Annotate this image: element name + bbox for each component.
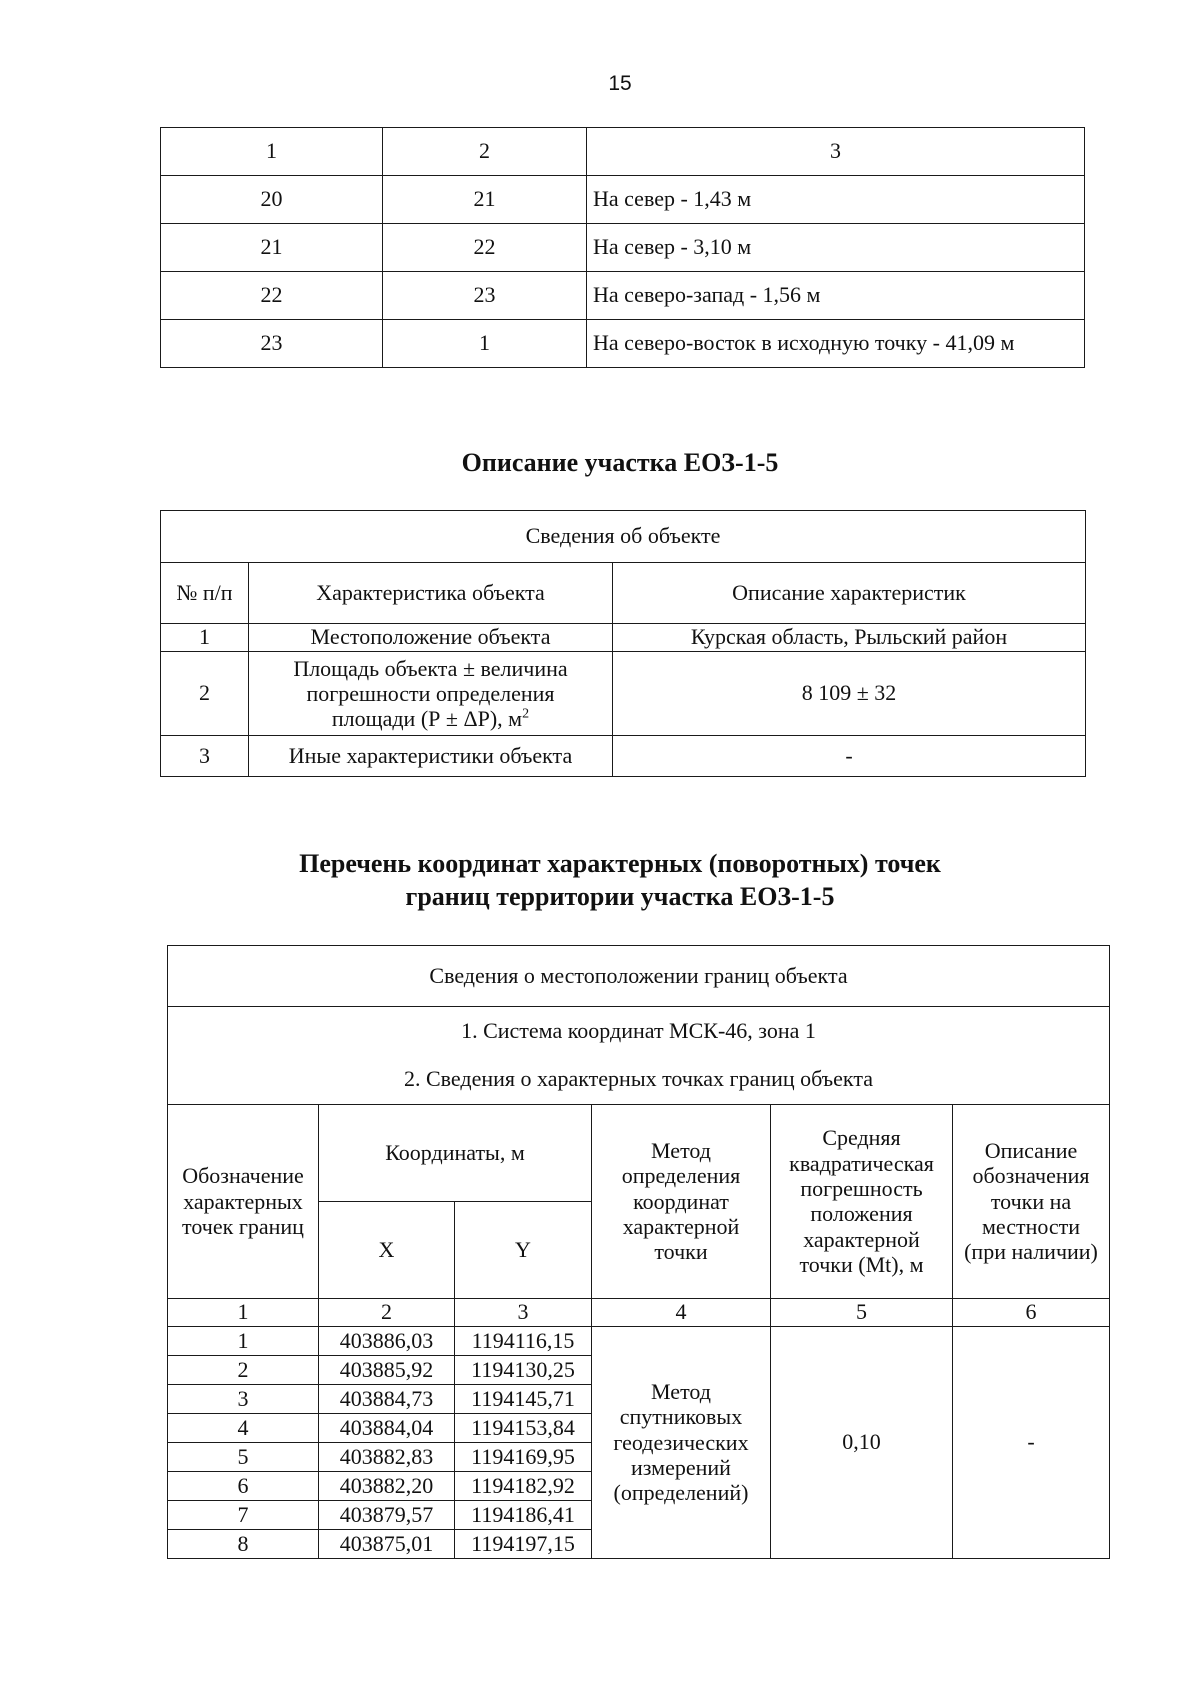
column-header-error [771,1104,953,1298]
description-value: - [953,1326,1110,1558]
directions-table [160,127,1085,368]
characteristic-value: 8 109 ± 32 [613,652,1086,736]
table-row [161,624,1086,652]
point-y: 1194116,15 [455,1326,592,1355]
header-line: Описание [984,1138,1078,1164]
header-line: Средняя [822,1125,901,1151]
table-title-row [168,946,1110,1007]
point-y: 1194186,41 [455,1500,592,1529]
coordinate-system-info [168,1007,1110,1105]
method-value [592,1326,771,1558]
table-header-row [168,1104,1110,1201]
title-line: Перечень координат характерных (поворотных) точек [299,849,941,878]
point-x: 403884,73 [319,1384,455,1413]
direction-description: На север - 1,43 м [587,176,1085,224]
column-header-designation [168,1104,319,1298]
row-number: 2 [161,652,249,736]
superscript: 2 [522,706,530,722]
header-line: точек границ [182,1213,304,1239]
point-x: 403884,04 [319,1413,455,1442]
column-header-method [592,1104,771,1298]
column-number: 4 [592,1298,771,1326]
from-point: 20 [161,176,383,224]
section-title-coordinates [0,848,1200,913]
direction-description: На северо-восток в исходную точку - 41,09 м [587,320,1085,368]
title-line: границ территории участка ЕОЗ-1-5 [405,881,835,911]
method-line: (определений) [613,1480,749,1506]
header-line: местности [981,1213,1081,1239]
point-y: 1194145,71 [455,1384,592,1413]
direction-description: На северо-запад - 1,56 м [587,272,1085,320]
point-x: 403882,20 [319,1471,455,1500]
column-number: 5 [771,1298,953,1326]
point-y: 1194182,92 [455,1471,592,1500]
column-number: 3 [455,1298,592,1326]
name-line [253,706,608,731]
from-point: 21 [161,224,383,272]
system-row [168,1007,1110,1105]
header-line: положения [810,1201,913,1227]
table-title-row [161,511,1086,563]
point-id: 6 [168,1471,319,1500]
section-title-object-description: Описание участка ЕОЗ-1-5 [461,448,779,477]
header-line: квадратическая [789,1150,934,1176]
point-y: 1194153,84 [455,1413,592,1442]
point-id: 2 [168,1355,319,1384]
point-x: 403882,83 [319,1442,455,1471]
column-header-number: № п/п [161,563,249,624]
header-line: точки (Mt), м [799,1251,924,1277]
column-header: 2 [383,128,587,176]
characteristic-value: Курская область, Рыльский район [613,624,1086,652]
method-line: Метод [651,1379,711,1405]
point-id: 3 [168,1384,319,1413]
header-line: характерных [183,1188,303,1214]
point-id: 1 [168,1326,319,1355]
direction-description: На север - 3,10 м [587,224,1085,272]
point-y: 1194130,25 [455,1355,592,1384]
from-point: 23 [161,320,383,368]
table-title: Сведения о местоположении границ объекта [168,946,1110,1007]
column-header-description: Описание характеристик [613,563,1086,624]
column-header-coordinates: Координаты, м [319,1104,592,1201]
header-line: Обозначение [182,1163,304,1189]
column-header-characteristic: Характеристика объекта [249,563,613,624]
point-y: 1194197,15 [455,1529,592,1558]
method-line: геодезических [613,1429,749,1455]
column-number: 6 [953,1298,1110,1326]
header-line: погрешность [800,1175,923,1201]
header-line: Метод [651,1138,711,1164]
table-row [161,224,1085,272]
point-id: 7 [168,1500,319,1529]
method-line: спутниковых [619,1404,743,1430]
table-row [161,736,1086,777]
header-line: характерной [622,1213,740,1239]
table-row [161,320,1085,368]
table-row [161,272,1085,320]
column-number: 2 [319,1298,455,1326]
name-text: площади (Р ± ΔР), м [331,706,523,732]
table-header-row [161,563,1086,624]
header-line: характерной [803,1226,920,1252]
to-point: 1 [383,320,587,368]
column-header-y: Y [455,1201,592,1298]
characteristic-name: Иные характеристики объекта [249,736,613,777]
table-row [168,1326,1110,1355]
column-header: 3 [587,128,1085,176]
system-line: 1. Система координат МСК-46, зона 1 [461,1018,816,1043]
header-line: координат [633,1188,729,1214]
header-line: точки [654,1239,708,1265]
point-x: 403879,57 [319,1500,455,1529]
table-row [161,652,1086,736]
header-line: определения [621,1163,741,1189]
row-number: 3 [161,736,249,777]
to-point: 23 [383,272,587,320]
point-y: 1194169,95 [455,1442,592,1471]
characteristic-name [249,652,613,736]
point-x: 403875,01 [319,1529,455,1558]
characteristic-name: Местоположение объекта [249,624,613,652]
row-number: 1 [161,624,249,652]
point-x: 403885,92 [319,1355,455,1384]
table-title: Сведения об объекте [161,511,1086,563]
column-header-x: X [319,1201,455,1298]
column-number: 1 [168,1298,319,1326]
to-point: 22 [383,224,587,272]
header-line: обозначения [972,1163,1090,1189]
point-id: 5 [168,1442,319,1471]
table-row [161,176,1085,224]
column-header: 1 [161,128,383,176]
method-line: измерений [631,1454,731,1480]
error-value: 0,10 [771,1326,953,1558]
name-line: погрешности определения [306,680,555,706]
characteristic-value: - [613,736,1086,777]
table-header-row [161,128,1085,176]
point-x: 403886,03 [319,1326,455,1355]
page-number: 15 [608,72,632,95]
name-line: Площадь объекта ± величина [293,655,568,681]
coordinates-table [167,945,1110,1559]
from-point: 22 [161,272,383,320]
column-header-location-description [953,1104,1110,1298]
points-line: 2. Сведения о характерных точках границ объекта [404,1066,873,1092]
header-line: (при наличии) [964,1239,1098,1265]
object-info-table [160,510,1086,777]
point-id: 8 [168,1529,319,1558]
header-line: точки на [990,1188,1072,1214]
column-numbers-row [168,1298,1110,1326]
to-point: 21 [383,176,587,224]
point-id: 4 [168,1413,319,1442]
